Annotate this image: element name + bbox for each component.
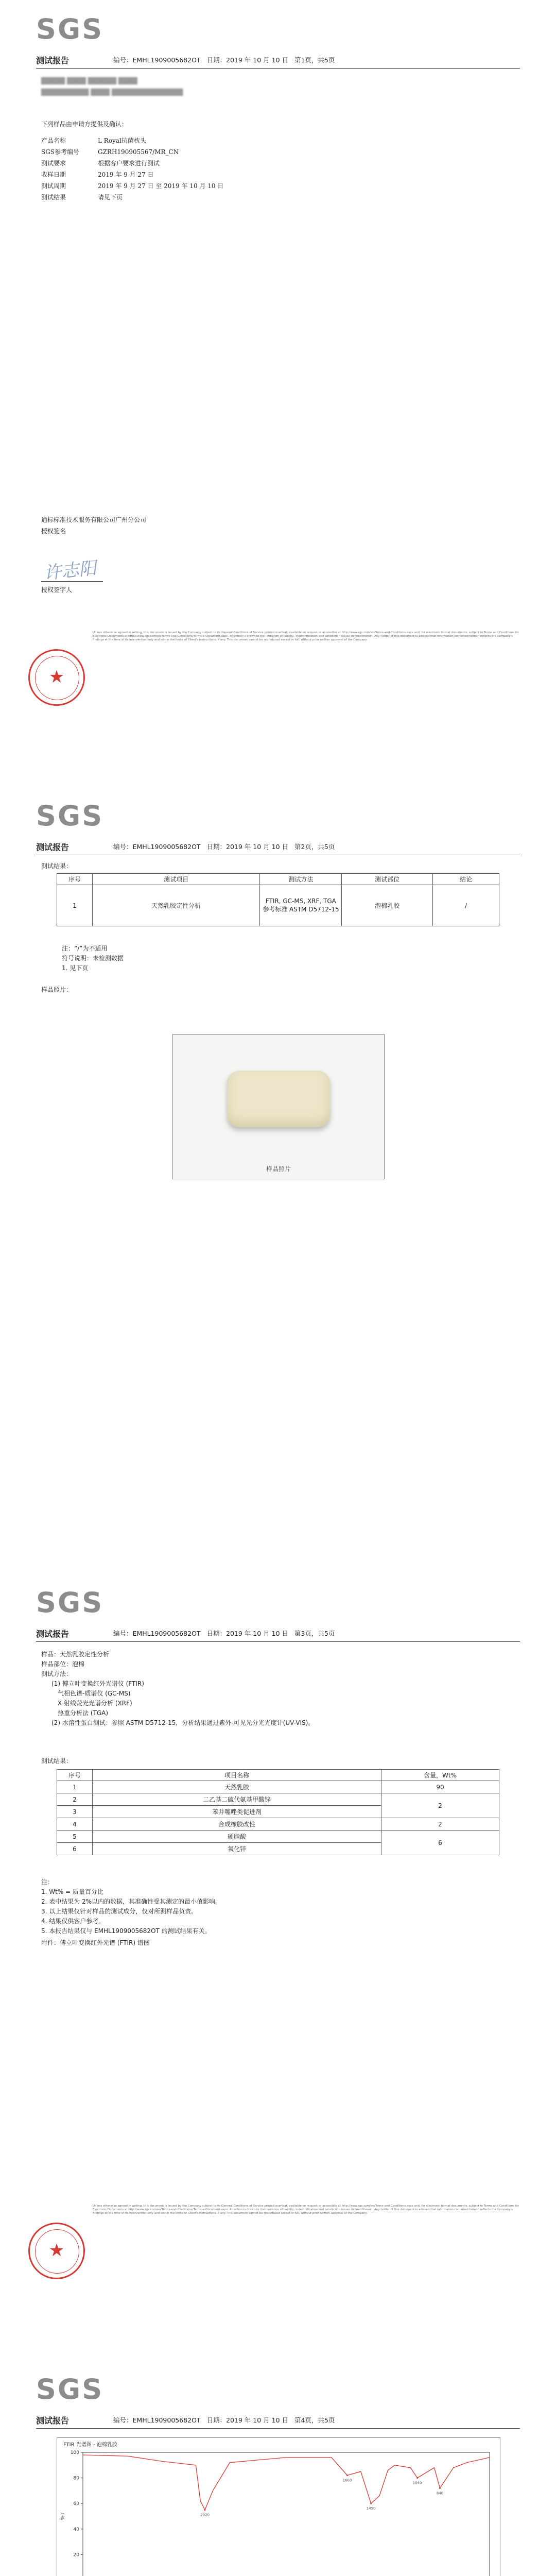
y-tick-label: 60 bbox=[73, 2501, 79, 2507]
signature: 许志阳 bbox=[43, 557, 98, 584]
info-row: 测试周期 2019 年 9 月 27 日 至 2019 年 10 月 10 日 bbox=[41, 182, 224, 190]
fine-print: Unless otherwise agreed in writing, this document is issued by the Company subject to its General Conditions of Service printed overleaf, available on request or accessible at http://www.sgs.com/en/Terms-and-Conditions.aspx and, for electronic format documents, subject to Terms and Conditions for Electronic Documents at http://www.sgs.com/en/Terms-and-Conditions/Terms-e-Document.aspx. Attention is drawn to the limitation of liability, indemnification and jurisdiction issues defined therein. Any holder of this document is advised that information contained hereon reflects the Company's findings at the time of its intervention only and within the limits of Client's instructions, if any. This document cannot be reproduced except in full, without prior written approval of the Company. bbox=[93, 631, 519, 641]
applicant-name: █████ ████ ██████ ████ bbox=[41, 77, 137, 84]
page-counter: 第3页，共5页 bbox=[294, 1630, 335, 1637]
report-page-3 bbox=[0, 1573, 556, 2360]
report-page-2 bbox=[0, 787, 556, 1573]
composition-table bbox=[57, 1769, 499, 1855]
table-row: 2 二乙基二硫代氨基甲酸锌 2 bbox=[57, 1793, 499, 1806]
results-table bbox=[57, 873, 499, 926]
signature-line bbox=[41, 581, 103, 582]
spectrum-label: 附件：傅立叶变换红外光谱 (FTIR) 谱图 bbox=[41, 1939, 150, 1946]
report-header-info: 编号：EMHL1909005682OT 日期：2019 年 10 月 10 日 第1页，共5页 bbox=[113, 56, 335, 64]
ftir-spectrum-1 bbox=[57, 2438, 500, 2576]
table-row: 1 天然乳胶 90 bbox=[57, 1781, 499, 1793]
peak-point bbox=[439, 2487, 441, 2489]
applicant-address: ██████████ ████ ███████████████ bbox=[41, 89, 183, 96]
peak-label: 1040 bbox=[412, 2481, 422, 2485]
notes-block: 注：“/”为不适用 符号说明：未检测数据 1. 见下页 bbox=[62, 945, 124, 972]
report-header-info: 编号：EMHL1909005682OT 日期：2019 年 10 月 10 日 第3页，共5页 bbox=[113, 1630, 335, 1637]
notes-block: 注： 1. Wt% = 质量百分比 2. 表中结果为 2%以内的数据，其准确性受其测定的最小值影响。 3. 以上结果仅针对样品的测试成分，仅对所测样品负责。 4. 结果仅供客户参考。 5. 本报告结果仅与 EMHL1909005682OT 的测试结果有关。 附件：傅立叶变换红外光谱 (FTIR) 谱图 bbox=[41, 1877, 221, 1948]
y-tick-label: 80 bbox=[73, 2476, 79, 2481]
photo-label: 样品照片： bbox=[41, 986, 73, 993]
table-row: 3 苯并噻唑类促进剂 bbox=[57, 1806, 499, 1818]
report-title: 测试报告 bbox=[36, 1629, 70, 1639]
fine-print: Unless otherwise agreed in writing, this document is issued by the Company subject to its General Conditions of Service printed overleaf, available on request or accessible at http://www.sgs.com/en/Terms-and-Conditions.aspx and, for electronic format documents, subject to Terms and Conditions for Electronic Documents at http://www.sgs.com/en/Terms-and-Conditions/Terms-e-Document.aspx. Attention is drawn to the limitation of liability, indemnification and jurisdiction issues defined therein. Any holder of this document is advised that information contained hereon reflects the Company's findings at the time of its intervention only and within the limits of Client's instructions, if any. This document cannot be reproduced except in full, without prior written approval of the Company. bbox=[93, 2205, 519, 2215]
sgs-logo: SGS bbox=[36, 13, 104, 45]
header-rule bbox=[36, 68, 520, 69]
header-rule bbox=[36, 1641, 520, 1642]
sgs-seal: ★ bbox=[28, 2223, 85, 2279]
sgs-logo: SGS bbox=[36, 800, 104, 832]
table-row: 6 氧化锌 bbox=[57, 1843, 499, 1855]
info-row: 收样日期 2019 年 9 月 27 日 bbox=[41, 171, 154, 178]
y-tick-label: 20 bbox=[73, 2552, 79, 2558]
signer-role: 授权签字人 bbox=[41, 586, 73, 594]
ftir-chart-1 bbox=[57, 2437, 500, 2576]
sample-intro: 下列样品由申请方提供及确认： bbox=[41, 121, 128, 128]
page-counter: 第4页，共5页 bbox=[294, 2416, 335, 2424]
sample-photo bbox=[172, 1034, 385, 1179]
peak-label: 840 bbox=[436, 2491, 444, 2496]
results-label: 测试结果： bbox=[41, 862, 73, 870]
page-counter: 第1页，共5页 bbox=[294, 56, 335, 64]
table-row: 1 天然乳胶定性分析 FTIR, GC-MS, XRF, TGA 参考标准 ASTM D5712-15 泡棉乳胶 / bbox=[57, 885, 499, 926]
report-date: 2019 年 10 月 10 日 bbox=[226, 56, 289, 64]
info-row: SGS参考编号 GZRH190905567/MR_CN bbox=[41, 148, 179, 156]
peak-label: 1450 bbox=[366, 2506, 376, 2511]
result-label: 测试结果： bbox=[41, 1757, 73, 1765]
table-header-row: 序号 测试项目 测试方法 测试部位 结论 bbox=[57, 874, 499, 885]
chart-title: FTIR 光谱图 - 泡棉乳胶 bbox=[63, 2442, 117, 2448]
table-header-row: 序号 项目名称 含量，Wt% bbox=[57, 1770, 499, 1781]
info-row: 测试结果 请见下页 bbox=[41, 194, 123, 201]
info-row: 产品名称 L Royal抗菌枕头 bbox=[41, 137, 146, 144]
peak-point bbox=[204, 2509, 206, 2511]
peak-point bbox=[416, 2477, 418, 2479]
report-title: 测试报告 bbox=[36, 2416, 70, 2426]
y-tick-label: 100 bbox=[70, 2450, 79, 2455]
y-tick-label: 40 bbox=[73, 2527, 79, 2532]
peak-label: 2920 bbox=[200, 2513, 210, 2517]
report-title: 测试报告 bbox=[36, 56, 70, 65]
peak-point bbox=[370, 2503, 372, 2504]
page-counter: 第2页，共5页 bbox=[294, 843, 335, 851]
report-header-info: 编号：EMHL1909005682OT 日期：2019 年 10 月 10 日 第4页，共5页 bbox=[113, 2416, 335, 2424]
report-header-info: 编号：EMHL1909005682OT 日期：2019 年 10 月 10 日 第2页，共5页 bbox=[113, 843, 335, 851]
report-title: 测试报告 bbox=[36, 842, 70, 852]
sgs-logo: SGS bbox=[36, 2373, 104, 2405]
lab-company-sub: 授权签名 bbox=[41, 528, 66, 535]
peak-point bbox=[346, 2475, 348, 2476]
sgs-seal: ★ bbox=[28, 649, 85, 706]
y-axis-label: %T bbox=[60, 2512, 66, 2520]
lab-company: 通标标准技术服务有限公司广州分公司 bbox=[41, 516, 147, 523]
report-page-1 bbox=[0, 0, 556, 787]
table-row: 5 硬脂酸 6 bbox=[57, 1831, 499, 1843]
peak-label: 1660 bbox=[342, 2478, 352, 2483]
method-block: 样品：天然乳胶定性分析 样品部位：泡棉 测试方法： (1) 傅立叶变换红外光谱仪 (FTIR) 气相色谱-质谱仪 (GC-MS) X 射线荧光光谱分析 (XRF) 热重分析法 (TGA) (2) 水溶性蛋白测试：参照 ASTM D5712-15，分析结果通过紫外-可见光分光光度计(UV-VIS)。 bbox=[41, 1651, 315, 1726]
header-rule bbox=[36, 2428, 520, 2429]
table-row: 4 合成橡胶改性 2 bbox=[57, 1818, 499, 1831]
sample-info-list bbox=[41, 135, 223, 203]
sgs-logo: SGS bbox=[36, 1586, 104, 1619]
info-row: 测试要求 根据客户要求进行测试 bbox=[41, 160, 160, 167]
report-page-4 bbox=[0, 2360, 556, 2576]
pillow-image bbox=[227, 1071, 330, 1127]
spectrum-line bbox=[83, 2455, 490, 2510]
photo-caption: 样品照片 bbox=[266, 1165, 291, 1173]
report-number: EMHL1909005682OT bbox=[132, 56, 201, 64]
